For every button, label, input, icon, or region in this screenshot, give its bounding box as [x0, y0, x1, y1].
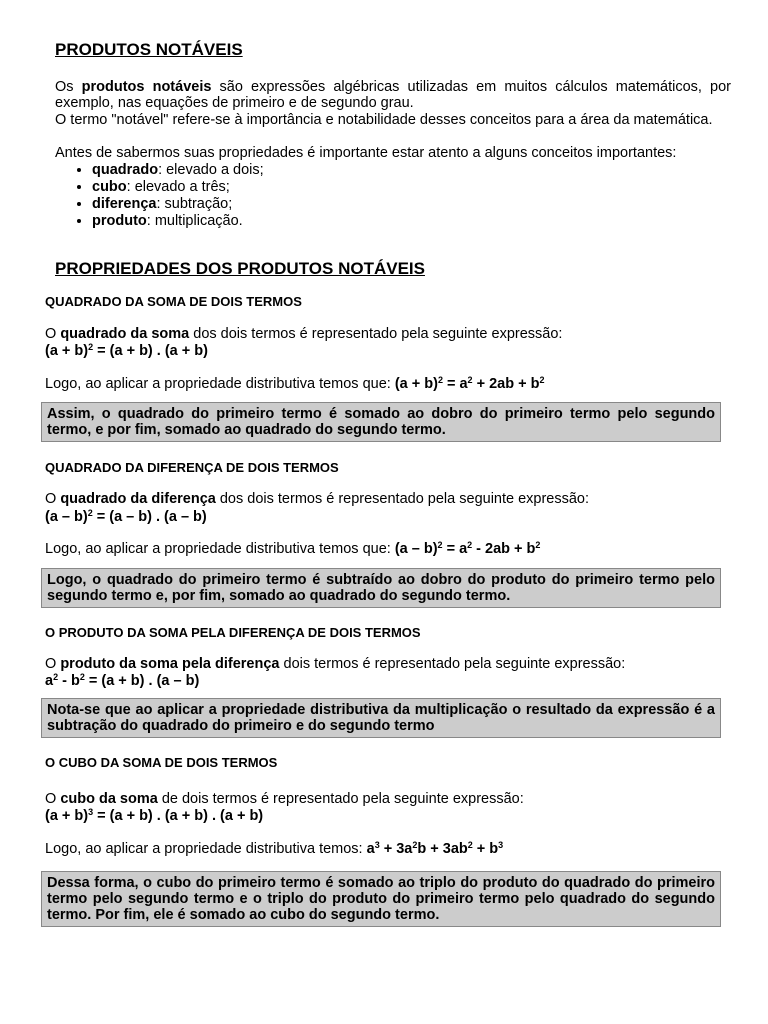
formula: $a^2 - b^2 = (a + b)$ . (a – b) — [45, 672, 200, 689]
section-intro: O cubo da soma de dois termos é representado pela seguinte expressão: — [45, 791, 524, 807]
intro-paragraph-1: Os produtos notáveis são expressões algébricas utilizadas em muitos cálculos matemáticos, por exemplo, nas equações de primeiro e de segundo grau. — [55, 79, 731, 111]
section-title: O PRODUTO DA SOMA PELA DIFERENÇA DE DOIS TERMOS — [45, 625, 421, 640]
section-intro: O produto da soma pela diferença dois termos é representado pela seguinte expressão: — [45, 656, 626, 672]
intro-paragraph-3: Antes de sabermos suas propriedades é importante estar atento a alguns conceitos importantes: — [55, 145, 677, 161]
distributive-result: Logo, ao aplicar a propriedade distributiva temos que: $(a - b)^2 = a^2 - 2ab + b^2$ — [45, 540, 541, 557]
distributive-result: Logo, ao aplicar a propriedade distributiva temos: $a^3 + 3a^2b + 3ab^2 + b^3$ — [45, 840, 504, 857]
highlight-note: Logo, o quadrado do primeiro termo é subtraído ao dobro do produto do primeiro termo pelo segundo termo e, por fim, somado ao quadrado do segundo termo. — [41, 568, 721, 608]
section-title: O CUBO DA SOMA DE DOIS TERMOS — [45, 755, 278, 770]
intro-paragraph-2: O termo "notável" refere-se à importância e notabilidade desses conceitos para a área da matemática. — [55, 112, 713, 128]
intro-keyword: produtos notáveis — [81, 79, 212, 95]
highlight-note: Assim, o quadrado do primeiro termo é somado ao dobro do primeiro termo pelo segundo termo, e por fim, somado ao quadrado do segundo termo. — [41, 402, 721, 442]
list-item: • cubo: elevado a três; — [92, 179, 721, 196]
section-title: QUADRADO DA SOMA DE DOIS TERMOS — [45, 294, 302, 309]
distributive-result: Logo, ao aplicar a propriedade distributiva temos que: $(a + b)^2 = a^2 + 2ab + b^2$ — [45, 375, 545, 392]
properties-title: PROPRIEDADES DOS PRODUTOS NOTÁVEIS — [55, 259, 425, 278]
list-item: • quadrado: elevado a dois; — [92, 162, 721, 179]
section-title: QUADRADO DA DIFERENÇA DE DOIS TERMOS — [45, 460, 339, 475]
section-intro: O quadrado da diferença dos dois termos é representado pela seguinte expressão: — [45, 491, 590, 507]
concepts-list — [45, 162, 721, 230]
page-title: PRODUTOS NOTÁVEIS — [55, 40, 243, 59]
list-item: • produto: multiplicação. — [92, 213, 721, 230]
highlight-note: Dessa forma, o cubo do primeiro termo é somado ao triplo do produto do quadrado do primeiro termo pelo segundo termo e o triplo do produto do primeiro termo pelo quadrado do segundo termo. Por fim, ele é somado ao cubo do segundo termo. — [41, 871, 721, 927]
section-intro: O quadrado da soma dos dois termos é representado pela seguinte expressão: — [45, 326, 563, 342]
formula: (a – b)$^2$ = (a – b) . (a – b) — [45, 508, 207, 525]
highlight-note: Nota-se que ao aplicar a propriedade distributiva da multiplicação o resultado da expressão é a subtração do quadrado do primeiro e do segundo termo — [41, 698, 721, 738]
list-item: • diferença: subtração; — [92, 196, 721, 213]
formula: $(a + b)^2 = (a + b)$ . (a + b) — [45, 342, 208, 359]
formula: $(a + b)^3 = (a + b)$ . (a + b) . (a + b) — [45, 807, 264, 824]
